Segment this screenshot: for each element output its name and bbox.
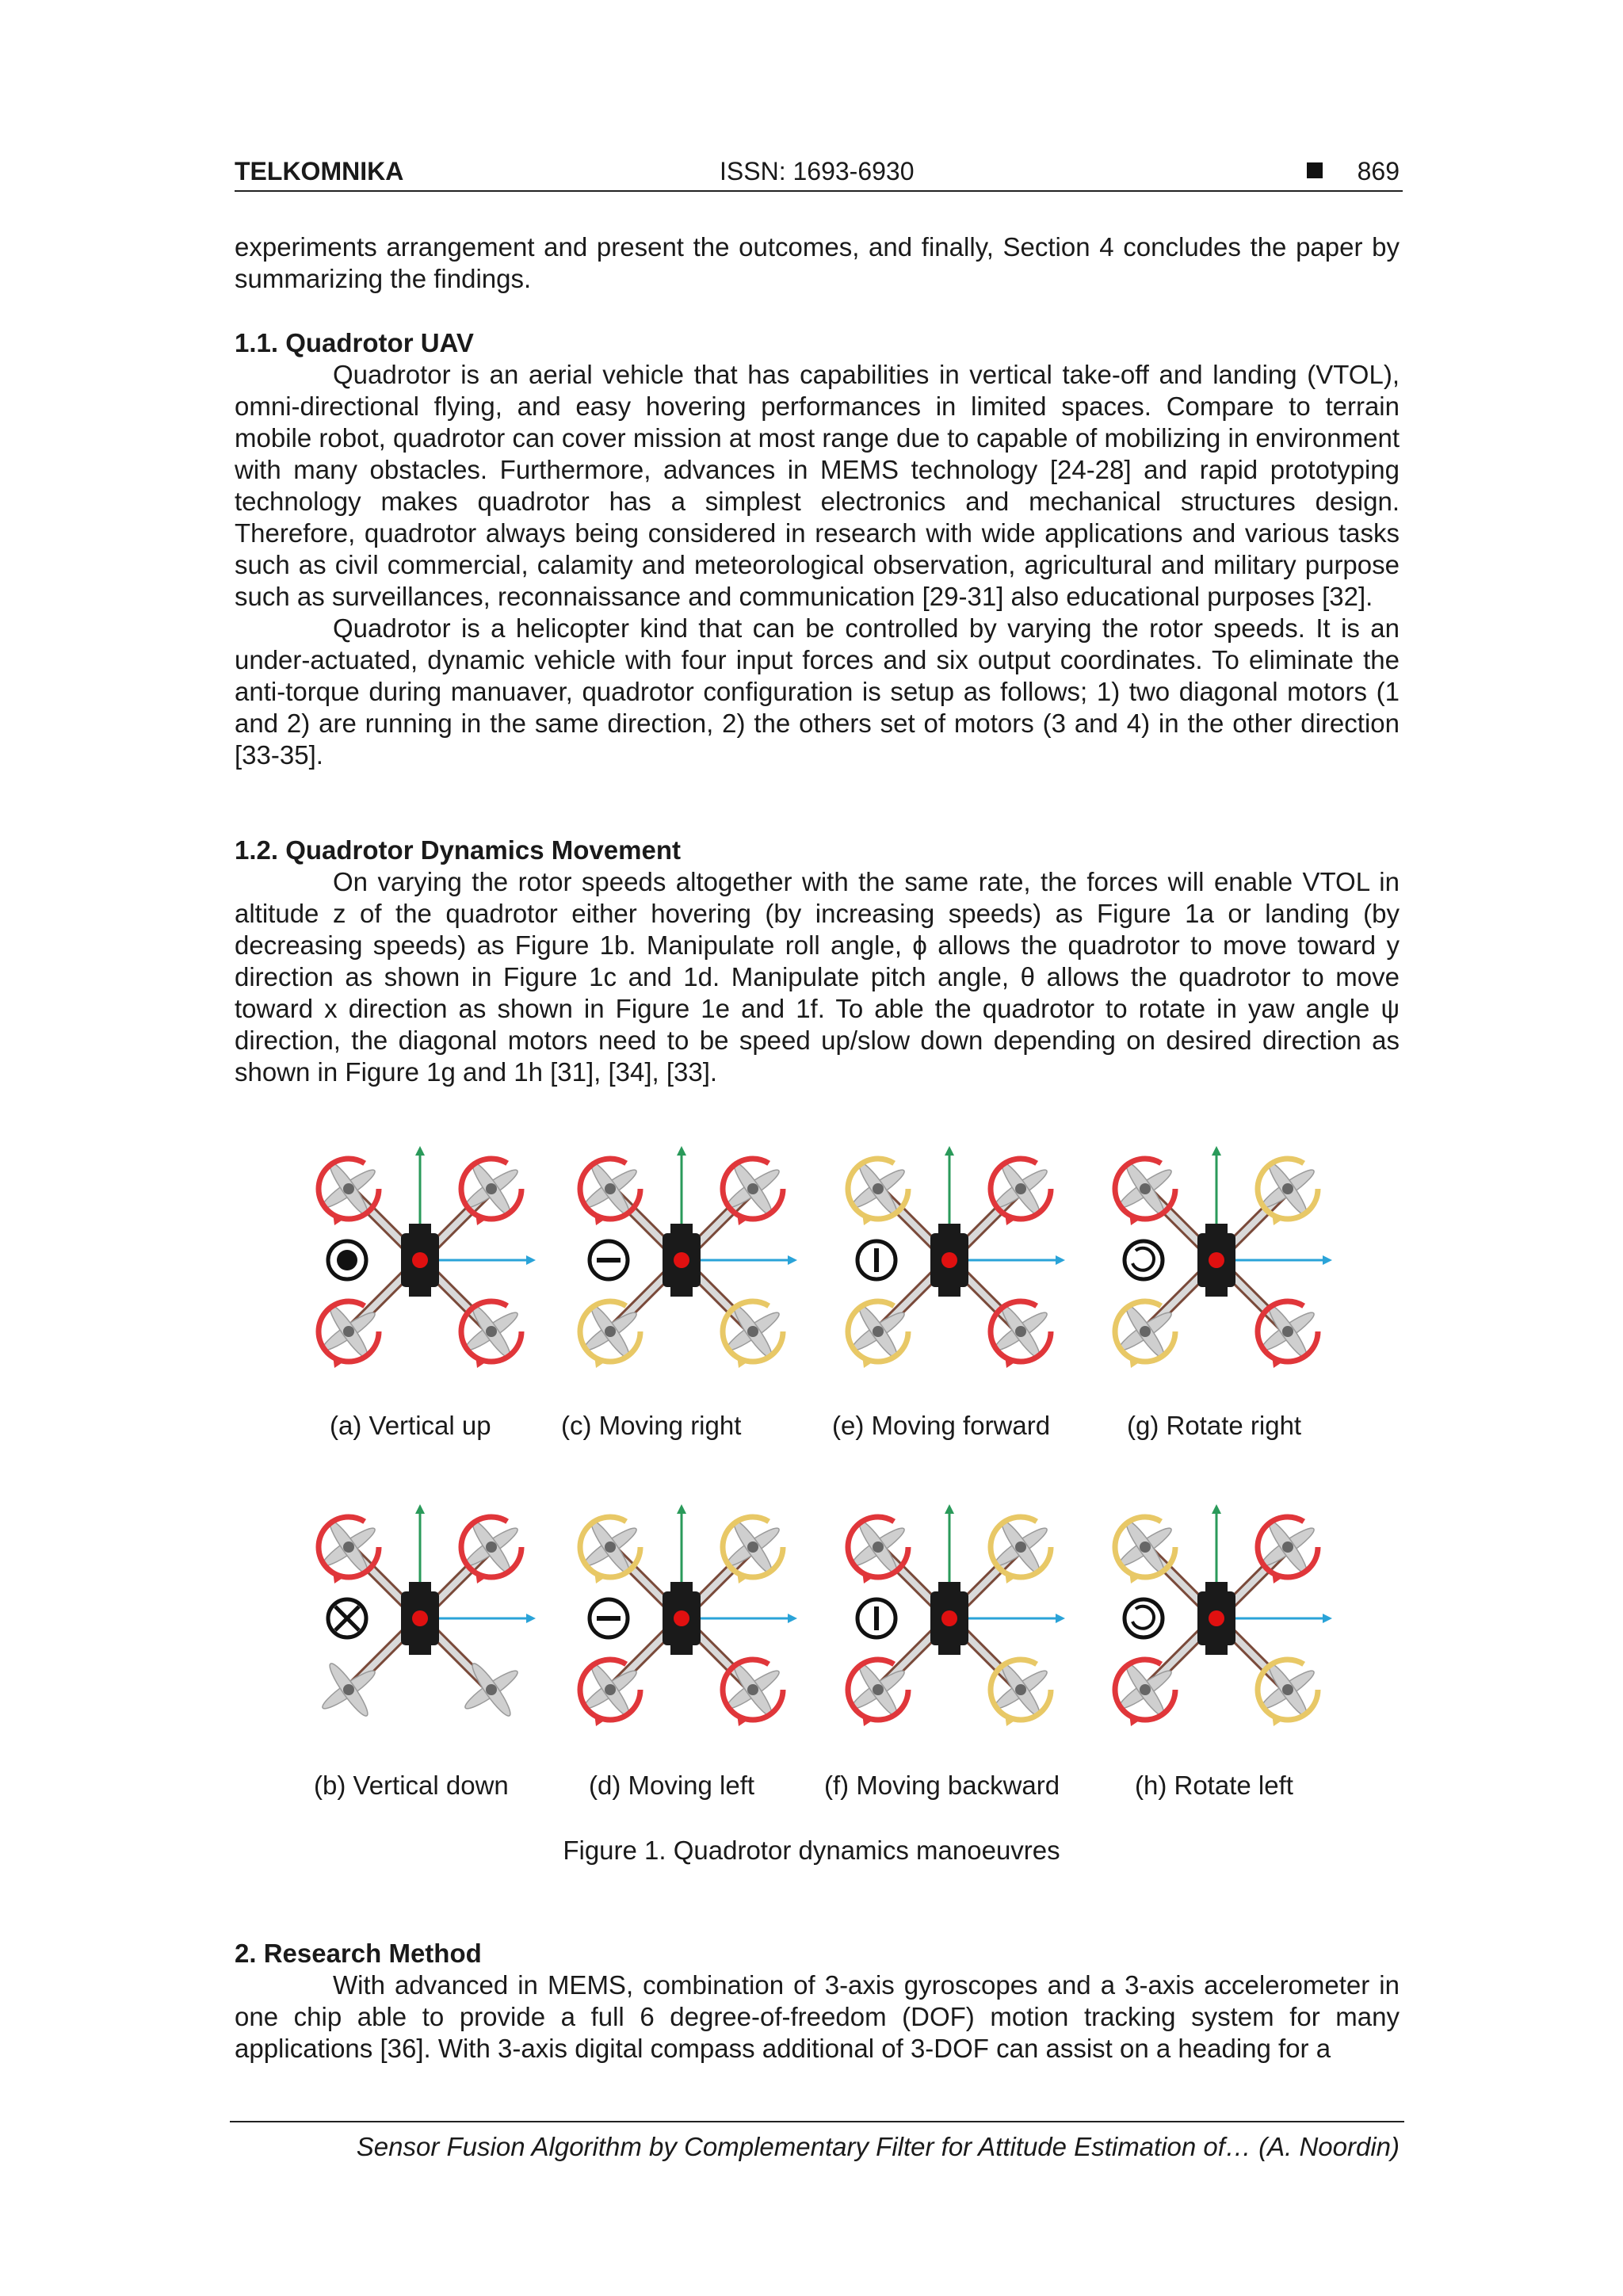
motor-hub [605,1684,616,1695]
section-1-2-para-1: On varying the rotor speeds altogether with the same rate, the forces will enable VTOL in altitude z of the quadrotor either hovering (by increasing speeds) as Figure 1a or landing (by decreasing speeds) as Figure 1b. Manipulate roll angle, ϕ allows the quadrotor to move toward y direction as shown in Figure 1c and 1d. Manipulate pitch angle, θ allows the quadrotor to move toward x direction as shown in Figure 1e and 1f. To able the quadrotor to rotate in yaw angle ψ direction, the diagonal motors need to be speed up/slow down depending on desired direction as shown in Figure 1g and 1h [31], [34], [33]. [235,867,1400,1087]
x-axis-arrowhead [788,1614,797,1623]
motor-hub [486,1684,497,1695]
motor-hub [873,1684,884,1695]
caption-d: (d) Moving left [589,1771,755,1800]
rotor-bottom-right [991,1660,1051,1726]
motor-hub [1282,1326,1293,1337]
section-2-body [235,1969,1400,2065]
motor-hub [1282,1183,1293,1194]
caption-f: (f) Moving backward [824,1771,1060,1800]
caption-h: (h) Rotate left [1135,1771,1293,1800]
figure-1 [285,1141,1355,1870]
motor-hub [1140,1684,1151,1695]
motor-hub [605,1183,616,1194]
body-top-tab [938,1582,960,1593]
body-top-tab [670,1582,693,1593]
motor-hub [605,1541,616,1553]
quadrotor-diagram-h [1098,1499,1335,1737]
y-axis-arrowhead [945,1146,954,1156]
panel-c [563,1141,800,1379]
body-top-tab [670,1224,693,1235]
motor-hub [343,1326,354,1337]
caption-b: (b) Vertical down [314,1771,509,1800]
section-2-heading: 2. Research Method [235,1939,482,1968]
motor-hub [486,1183,497,1194]
y-axis-arrowhead [415,1146,425,1156]
body-bottom-tab [409,1644,431,1655]
quadrotor-diagram-b [301,1499,539,1737]
motor-hub [343,1183,354,1194]
x-axis-arrowhead [1323,1255,1332,1265]
y-axis-arrowhead [945,1504,954,1514]
motor-hub [747,1541,758,1553]
quadrotor-diagram-c [563,1141,800,1379]
y-axis-arrowhead [677,1504,686,1514]
center-of-mass-icon [941,1610,957,1626]
body-bottom-tab [670,1644,693,1655]
motor-hub [1015,1326,1026,1337]
caption-a: (a) Vertical up [330,1411,491,1440]
x-axis-arrowhead [1323,1614,1332,1623]
issn: ISSN: 1693-6930 [720,157,915,185]
figure-1-caption: Figure 1. Quadrotor dynamics manoeuvres [563,1836,1060,1865]
body-bottom-tab [409,1286,431,1297]
y-axis-arrowhead [415,1504,425,1514]
center-of-mass-icon [674,1610,689,1626]
x-axis-arrowhead [526,1255,536,1265]
motor-hub [1015,1684,1026,1695]
page-number: 869 [1357,157,1400,185]
panel-e [831,1141,1068,1379]
quadrotor-diagram-g [1098,1141,1335,1379]
panel-a [301,1141,539,1379]
running-footer: Sensor Fusion Algorithm by Complementary Filter for Attitude Estimation of… (A. Noordin) [356,2132,1400,2161]
caption-g: (g) Rotate right [1127,1411,1302,1440]
body-top-tab [409,1224,431,1235]
section-1-1-body [235,359,1400,771]
y-axis-arrowhead [1212,1146,1221,1156]
body-top-tab [1205,1582,1228,1593]
panel-b [301,1499,539,1737]
section-1-1-para-2: Quadrotor is a helicopter kind that can be controlled by varying the rotor speeds. It is an under-actuated, dynamic vehicle with four input forces and six output coordinates. To eliminate the anti-torque during manuaver, quadrotor configuration is setup as follows; 1) two diagonal motors (1 and 2) are running in the same direction, 2) the others set of motors (3 and 4) in the other direction [33-35]. [235,613,1400,770]
motor-hub [1015,1541,1026,1553]
panel-h [1098,1499,1335,1737]
motor-hub [747,1183,758,1194]
motor-hub [343,1541,354,1553]
intro-paragraph [235,231,1400,295]
page-number-group [1307,157,1400,186]
motor-hub [873,1326,884,1337]
y-axis-arrowhead [677,1146,686,1156]
body-bottom-tab [1205,1644,1228,1655]
body-bottom-tab [1205,1286,1228,1297]
rotor-bottom-right [1258,1660,1318,1726]
center-of-mass-icon [1209,1252,1224,1268]
rotor-bottom-right [991,1301,1051,1368]
y-axis-arrowhead [1212,1504,1221,1514]
motor-hub [747,1684,758,1695]
panel-d [563,1499,800,1737]
body-bottom-tab [938,1644,960,1655]
panel-g [1098,1141,1335,1379]
section-1-1-heading: 1.1. Quadrotor UAV [235,328,474,357]
rotor-bottom-right [723,1660,783,1726]
center-of-mass-icon [674,1252,689,1268]
body-top-tab [1205,1224,1228,1235]
motor-hub [1282,1684,1293,1695]
center-of-mass-icon [412,1610,428,1626]
quadrotor-diagram-d [563,1499,800,1737]
journal-name: TELKOMNIKA [235,157,404,185]
quadrotor-diagram-a [301,1141,539,1379]
caption-c: (c) Moving right [561,1411,742,1440]
body-top-tab [409,1582,431,1593]
body-bottom-tab [670,1286,693,1297]
motor-hub [1140,1326,1151,1337]
caption-e: (e) Moving forward [832,1411,1051,1440]
motor-hub [1140,1541,1151,1553]
x-axis-arrowhead [526,1614,536,1623]
intro-text: experiments arrangement and present the outcomes, and finally, Section 4 concludes the paper by summarizing the findings. [235,232,1400,293]
body-bottom-tab [938,1286,960,1297]
center-of-mass-icon [412,1252,428,1268]
section-1-2-body [235,866,1400,1088]
quadrotor-diagram-e [831,1141,1068,1379]
rotor-bottom-right [723,1301,783,1368]
quadrotor-diagram-f [831,1499,1068,1737]
motor-hub [1140,1183,1151,1194]
center-of-mass-icon [1209,1610,1224,1626]
motor-hub [747,1326,758,1337]
section-2-para-1: With advanced in MEMS, combination of 3-axis gyroscopes and a 3-axis accelerometer in one chip able to provide a full 6 degree-of-freedom (DOF) motion tracking system for many applications [36]. With 3-axis digital compass additional of 3-DOF can assist on a heading for a [235,1970,1400,2063]
motor-hub [873,1541,884,1553]
x-axis-arrowhead [788,1255,797,1265]
x-axis-arrowhead [1056,1255,1065,1265]
rotor-bottom-right [461,1301,521,1368]
center-of-mass-icon [941,1252,957,1268]
motor-hub [343,1684,354,1695]
footer-rule [230,2121,1404,2122]
running-header [235,157,1400,192]
panel-f [831,1499,1068,1737]
motor-hub [605,1326,616,1337]
section-1-2-heading: 1.2. Quadrotor Dynamics Movement [235,835,681,865]
motor-hub [486,1326,497,1337]
section-1-1-para-1: Quadrotor is an aerial vehicle that has capabilities in vertical take-off and landing (VTOL), omni-directional flying, and easy hovering performances in limited spaces. Compare to terrain mobile robot, quadrotor can cover mission at most range due to capable of mobilizing in environment with many obstacles. Furthermore, advances in MEMS technology [24-28] and rapid prototyping technology makes quadrotor has a simplest electronics and mechanical structures design. Therefore, quadrotor always being considered in research with wide applications and various tasks such as civil commercial, calamity and meteorological observation, agricultural and military purpose such as surveillances, reconnaissance and communication [29-31] also educational purposes [32]. [235,360,1400,611]
motor-hub [873,1183,884,1194]
header-rule [235,190,1403,192]
up-dot-icon [337,1250,357,1270]
square-bullet-icon [1307,162,1323,178]
body-top-tab [938,1224,960,1235]
rotor-bottom-right [1258,1301,1318,1368]
motor-hub [1015,1183,1026,1194]
motor-hub [486,1541,497,1553]
x-axis-arrowhead [1056,1614,1065,1623]
motor-hub [1282,1541,1293,1553]
